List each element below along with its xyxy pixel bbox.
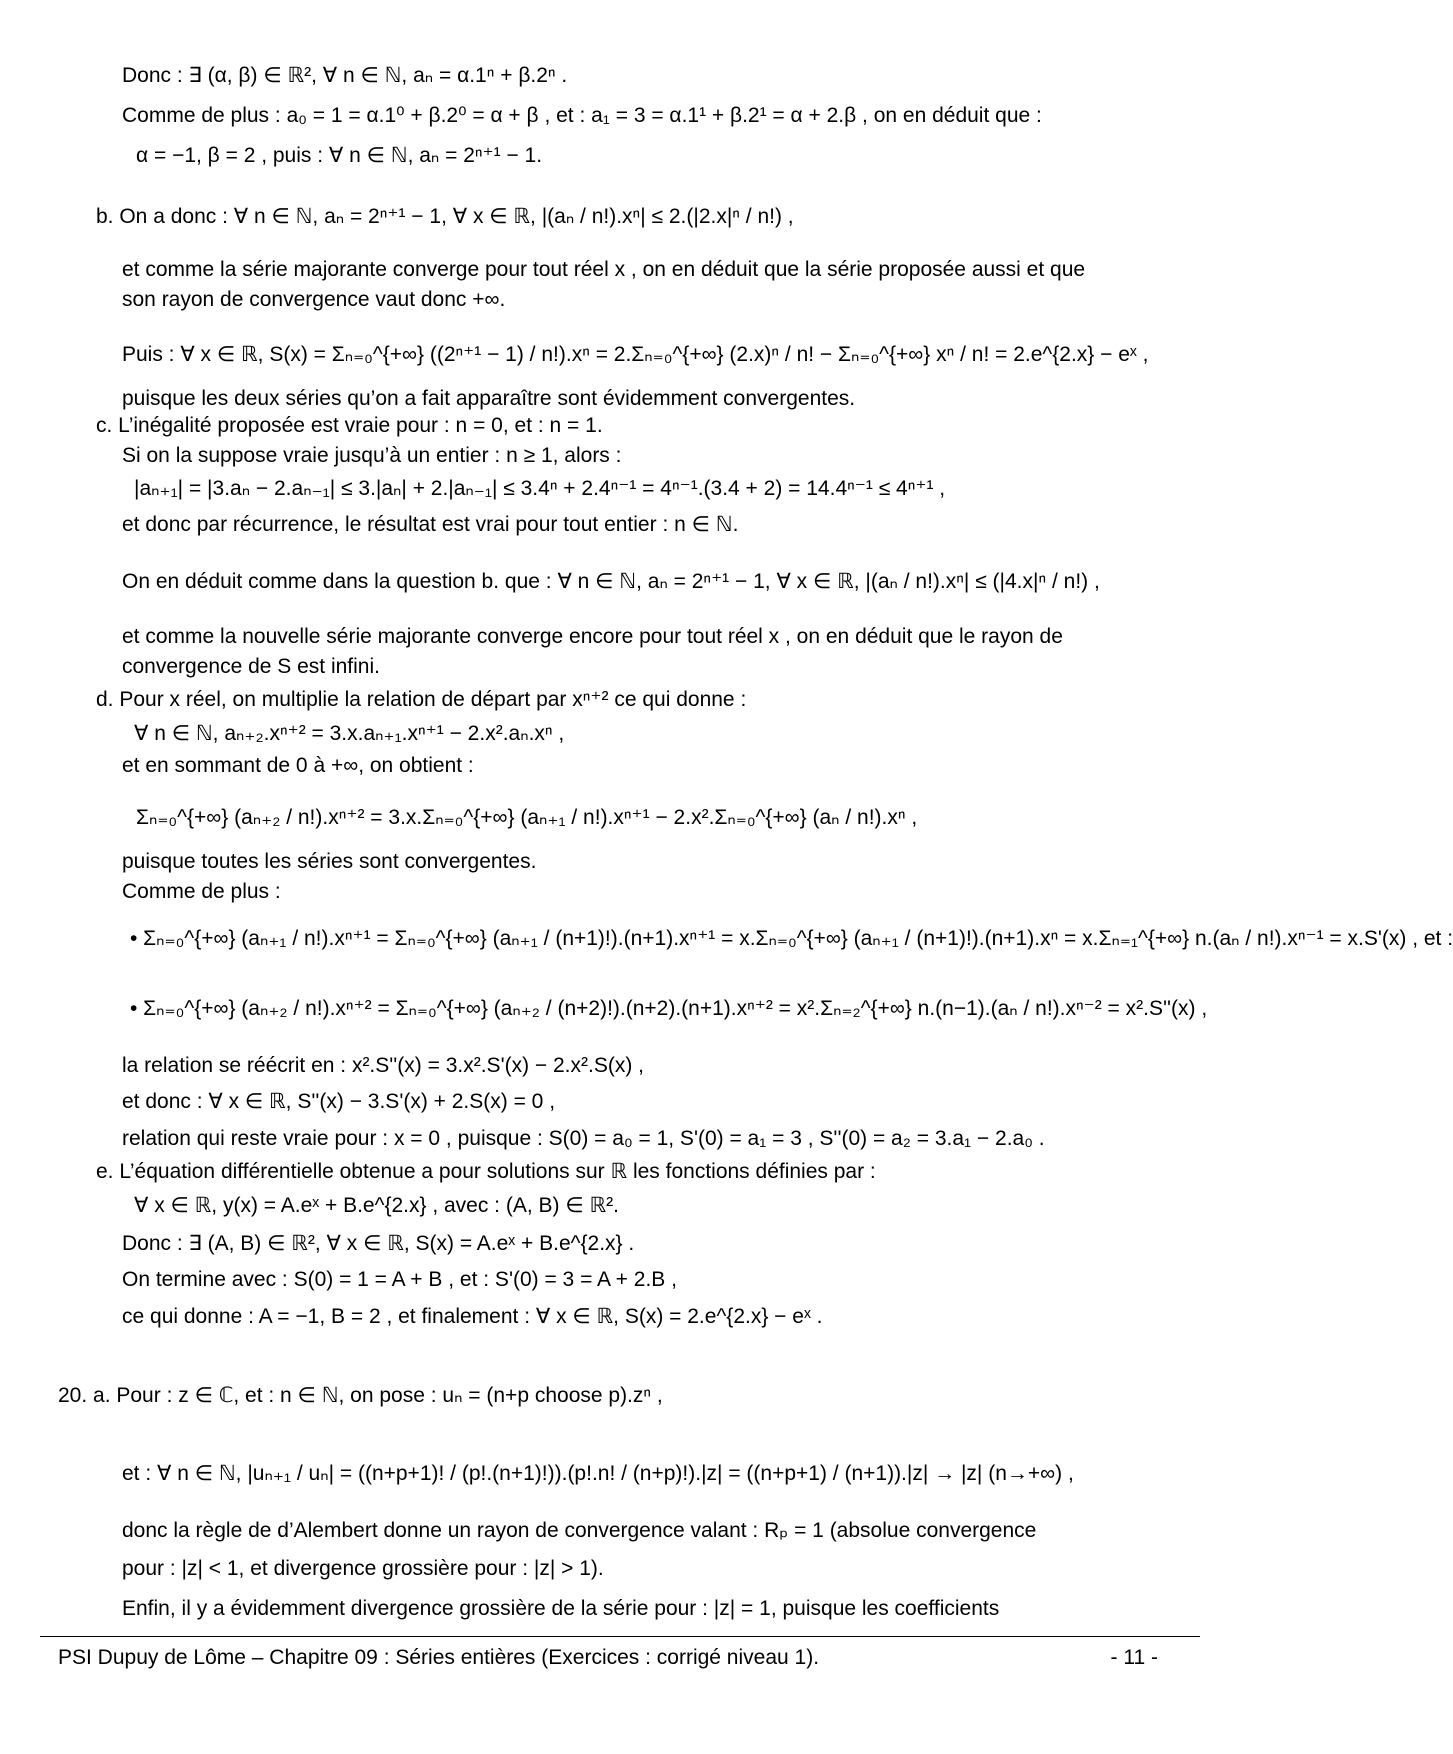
text-line: On en déduit comme dans la question b. que : ∀ n ∈ ℕ, aₙ = 2ⁿ⁺¹ − 1, ∀ x ∈ ℝ, |(aₙ / n!).xⁿ| ≤ (|4.x|ⁿ / n!) , bbox=[122, 570, 1100, 593]
text-line: Σₙ₌₀^{+∞} (aₙ₊₂ / n!).xⁿ⁺² = 3.x.Σₙ₌₀^{+∞} (aₙ₊₁ / n!).xⁿ⁺¹ − 2.x².Σₙ₌₀^{+∞} (aₙ / n!).xⁿ , bbox=[136, 806, 918, 829]
text-line: son rayon de convergence vaut donc +∞. bbox=[122, 288, 506, 311]
text-line: et : ∀ n ∈ ℕ, |uₙ₊₁ / uₙ| = ((n+p+1)! / (p!.(n+1)!)).(p!.n! / (n+p)!).|z| = ((n+p+1) / (n+1)).|z| → |z| (n→+∞) , bbox=[122, 1462, 1074, 1485]
text-line: Puis : ∀ x ∈ ℝ, S(x) = Σₙ₌₀^{+∞} ((2ⁿ⁺¹ − 1) / n!).xⁿ = 2.Σₙ₌₀^{+∞} (2.x)ⁿ / n! − Σₙ₌₀^{+∞} xⁿ / n! = 2.e^{2.x} − eˣ , bbox=[122, 343, 1149, 366]
text-line: On termine avec : S(0) = 1 = A + B , et : S'(0) = 3 = A + 2.B , bbox=[122, 1268, 677, 1291]
page-number: - 11 - bbox=[1110, 1646, 1158, 1669]
text-line: b. On a donc : ∀ n ∈ ℕ, aₙ = 2ⁿ⁺¹ − 1, ∀ x ∈ ℝ, |(aₙ / n!).xⁿ| ≤ 2.(|2.x|ⁿ / n!) , bbox=[96, 205, 794, 228]
text-line: ∀ n ∈ ℕ, aₙ₊₂.xⁿ⁺² = 3.x.aₙ₊₁.xⁿ⁺¹ − 2.x².aₙ.xⁿ , bbox=[134, 722, 565, 745]
text-line: d. Pour x réel, on multiplie la relation de départ par xⁿ⁺² ce qui donne : bbox=[96, 688, 747, 711]
text-line: et donc : ∀ x ∈ ℝ, S''(x) − 3.S'(x) + 2.S(x) = 0 , bbox=[122, 1090, 556, 1113]
text-line: |aₙ₊₁| = |3.aₙ − 2.aₙ₋₁| ≤ 3.|aₙ| + 2.|aₙ₋₁| ≤ 3.4ⁿ + 2.4ⁿ⁻¹ = 4ⁿ⁻¹.(3.4 + 2) = 14.4ⁿ⁻¹ ≤ 4ⁿ⁺¹ , bbox=[134, 477, 946, 500]
text-line: ce qui donne : A = −1, B = 2 , et finalement : ∀ x ∈ ℝ, S(x) = 2.e^{2.x} − eˣ . bbox=[122, 1305, 823, 1328]
text-line: ∀ x ∈ ℝ, y(x) = A.eˣ + B.e^{2.x} , avec : (A, B) ∈ ℝ². bbox=[134, 1194, 619, 1217]
footer-title: PSI Dupuy de Lôme – Chapitre 09 : Séries entières (Exercices : corrigé niveau 1). bbox=[58, 1646, 820, 1669]
text-line: c. L’inégalité proposée est vraie pour : n = 0, et : n = 1. bbox=[96, 414, 603, 437]
text-line: Donc : ∃ (α, β) ∈ ℝ², ∀ n ∈ ℕ, aₙ = α.1ⁿ + β.2ⁿ . bbox=[122, 64, 568, 87]
text-line: Enfin, il y a évidemment divergence grossière de la série pour : |z| = 1, puisque les coefficients bbox=[122, 1597, 1000, 1620]
text-line: e. L’équation différentielle obtenue a pour solutions sur ℝ les fonctions définies par : bbox=[96, 1160, 876, 1183]
text-line: Comme de plus : a₀ = 1 = α.1⁰ + β.2⁰ = α + β , et : a₁ = 3 = α.1¹ + β.2¹ = α + 2.β , on en déduit que : bbox=[122, 104, 1042, 127]
text-line: puisque toutes les séries sont convergentes. bbox=[122, 850, 537, 873]
text-line: et en sommant de 0 à +∞, on obtient : bbox=[122, 754, 474, 777]
text-line: convergence de S est infini. bbox=[122, 655, 380, 678]
text-line: donc la règle de d’Alembert donne un rayon de convergence valant : Rₚ = 1 (absolue convergence bbox=[122, 1519, 1037, 1542]
text-line: 20. a. Pour : z ∈ ℂ, et : n ∈ ℕ, on pose : uₙ = (n+p choose p).zⁿ , bbox=[58, 1384, 663, 1407]
text-line: • Σₙ₌₀^{+∞} (aₙ₊₂ / n!).xⁿ⁺² = Σₙ₌₀^{+∞} (aₙ₊₂ / (n+2)!).(n+2).(n+1).xⁿ⁺² = x².Σₙ₌₂^{+∞} n.(n−1).(aₙ / n!).xⁿ⁻² = x².S''(x) , bbox=[130, 997, 1208, 1020]
text-line: relation qui reste vraie pour : x = 0 , puisque : S(0) = a₀ = 1, S'(0) = a₁ = 3 , S''(0) = a₂ = 3.a₁ − 2.a₀ . bbox=[122, 1127, 1045, 1150]
text-line: puisque les deux séries qu’on a fait apparaître sont évidemment convergentes. bbox=[122, 387, 856, 410]
text-line: α = −1, β = 2 , puis : ∀ n ∈ ℕ, aₙ = 2ⁿ⁺¹ − 1. bbox=[136, 144, 543, 167]
text-line: • Σₙ₌₀^{+∞} (aₙ₊₁ / n!).xⁿ⁺¹ = Σₙ₌₀^{+∞} (aₙ₊₁ / (n+1)!).(n+1).xⁿ⁺¹ = x.Σₙ₌₀^{+∞} (aₙ₊₁ / (n+1)!).(n+1).xⁿ = x.Σₙ₌₁^{+∞} n.(aₙ / n!).xⁿ⁻¹ = x.S'(x) , et : bbox=[130, 927, 1453, 950]
text-line: Comme de plus : bbox=[122, 880, 281, 903]
text-line: Si on la suppose vraie jusqu’à un entier : n ≥ 1, alors : bbox=[122, 444, 622, 467]
text-line: et comme la nouvelle série majorante converge encore pour tout réel x , on en déduit que le rayon de bbox=[122, 625, 1063, 648]
text-line: la relation se réécrit en : x².S''(x) = 3.x².S'(x) − 2.x².S(x) , bbox=[122, 1054, 644, 1077]
text-line: et comme la série majorante converge pour tout réel x , on en déduit que la série proposée aussi et que bbox=[122, 258, 1086, 281]
text-line: pour : |z| < 1, et divergence grossière pour : |z| > 1). bbox=[122, 1557, 604, 1580]
text-line: et donc par récurrence, le résultat est vrai pour tout entier : n ∈ ℕ. bbox=[122, 513, 739, 536]
footer-rule bbox=[40, 1636, 1200, 1637]
text-line: Donc : ∃ (A, B) ∈ ℝ², ∀ x ∈ ℝ, S(x) = A.eˣ + B.e^{2.x} . bbox=[122, 1232, 635, 1255]
